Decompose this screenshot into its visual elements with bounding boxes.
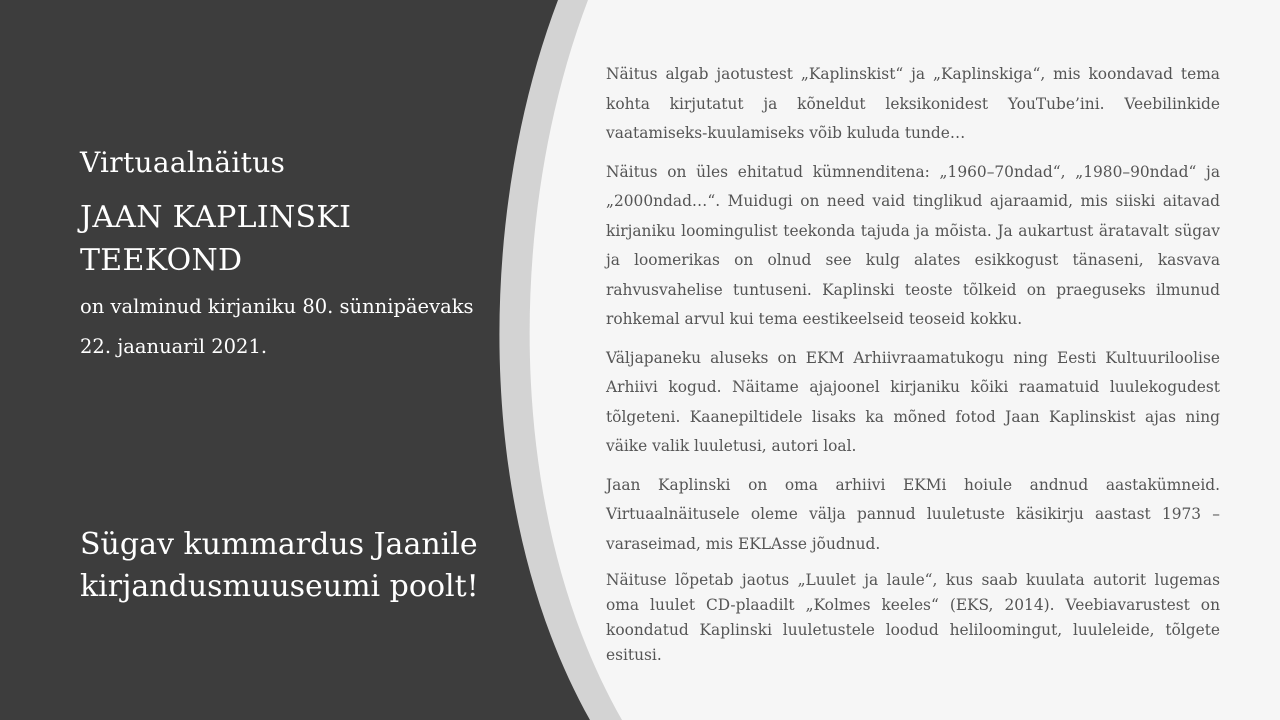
closing-message	[80, 524, 500, 608]
exhibition-subtitle	[80, 287, 480, 367]
description-text	[606, 60, 1220, 668]
closing-line: kirjandusmuuseumi poolt!	[80, 569, 479, 604]
subtitle-line: 22. jaanuaril 2021.	[80, 335, 268, 358]
title-panel	[80, 0, 500, 720]
body-paragraph: Jaan Kaplinski on oma arhiivi EKMi hoiule andnud aastakümneid. Virtuaalnäitusele oleme välja pannud luuletuste käsikirju aastast 1973 – varaseimad, mis EKLAsse jõudnud.	[606, 475, 1220, 553]
exhibition-label: Virtuaalnäitus	[80, 146, 286, 179]
exhibition-title: JAAN KAPLINSKI TEEKOND	[80, 200, 352, 278]
body-paragraph: Näitus on üles ehitatud kümnenditena: „1960–70ndad“, „1980–90ndad“ ja „2000ndad…“. Muidugi on need vaid tinglikud ajaraamid, mis siiski aitavad kirjaniku loomingulist teekonda tajuda ja mõista. Ja aukartust äratavalt sügav ja loomerikas on olnud see kulg alates esikkogust tänaseni, kasvava rahvusvahelise tuntuseni. Kaplinski teoste tõlkeid on praeguseks ilmunud rohkemal arvul kui tema eestikeelseid teoseid kokku.	[606, 162, 1220, 328]
body-paragraph: Näitus algab jaotustest „Kaplinskist“ ja „Kaplinskiga“, mis koondavad tema kohta kirjutatut ja kõneldut leksikonidest YouTube’ini. Veebilinkide vaatamiseks-kuulamiseks võib kuluda tunde…	[606, 65, 1220, 142]
subtitle-line: on valminud kirjaniku 80. sünnipäevaks	[80, 295, 474, 318]
body-paragraph: Näituse lõpetab jaotus „Luulet ja laule“, kus saab kuulata autorit lugemas oma luulet CD-plaadilt „Kolmes keeles“ (EKS, 2014). Veebiavarustest on koondatud Kaplinski luuletustele loodud heliloomingut, luuleleide, tõlgete esitusi.	[606, 571, 1220, 664]
closing-line: Sügav kummardus Jaanile	[80, 527, 478, 562]
body-paragraph: Väljapaneku aluseks on EKM Arhiivraamatukogu ning Eesti Kultuuriloolise Arhiivi kogud. Näitame ajajoonel kirjaniku kõiki raamatuid luulekogudest tõlgeteni. Kaanepiltidele lisaks ka mõned fotod Jaan Kaplinskist ajas ning väike valik luuletusi, autori loal.	[606, 348, 1220, 455]
